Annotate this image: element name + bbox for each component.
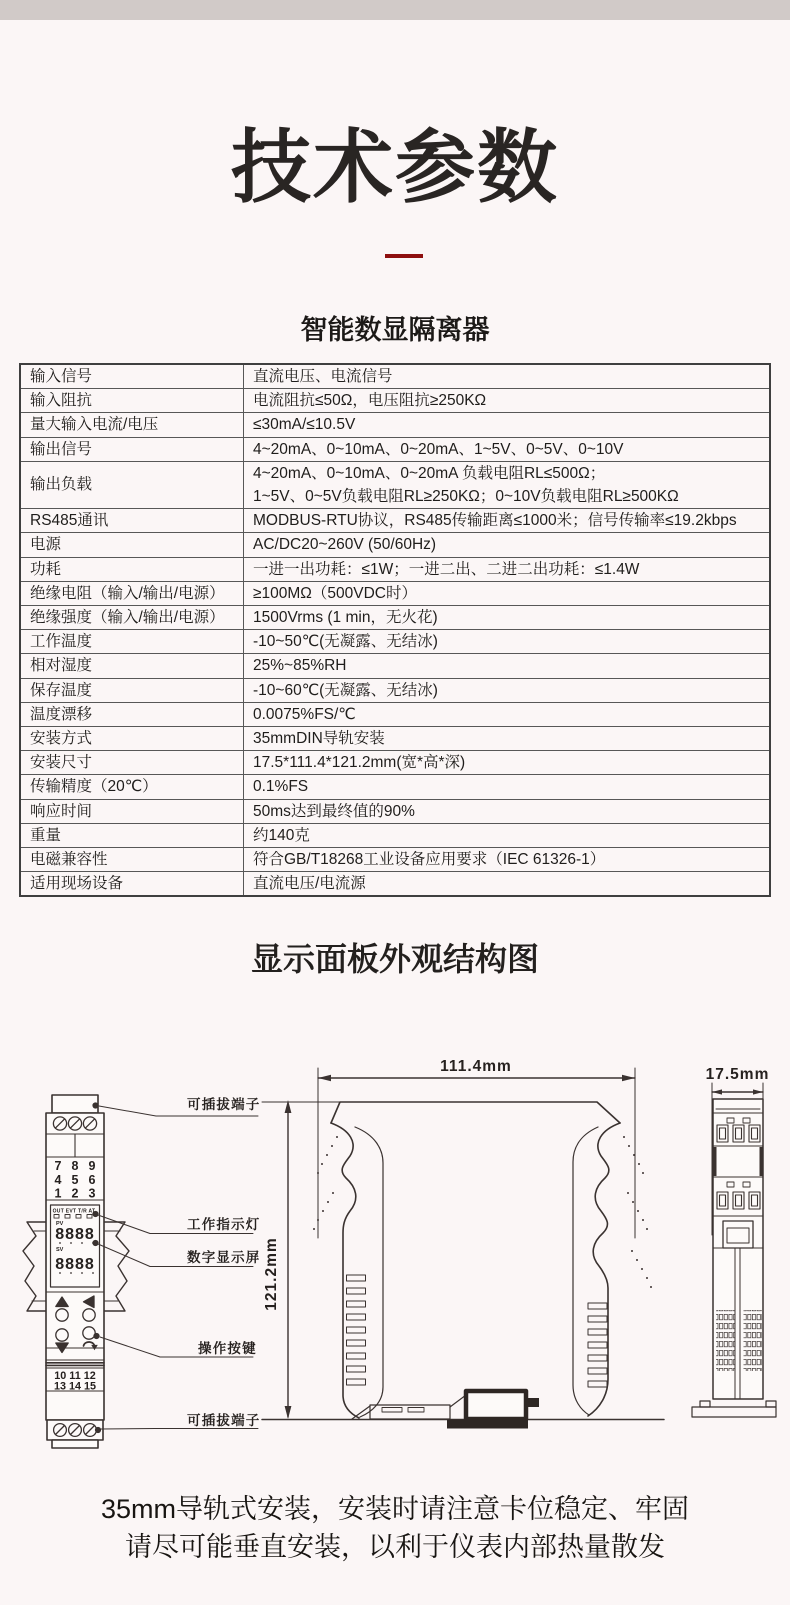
- pv-display-digits: 8888: [55, 1226, 95, 1243]
- spec-value: 电流阻抗≤50Ω，电压阻抗≥250KΩ: [244, 389, 771, 413]
- spec-value: 直流电压、电流信号: [244, 364, 771, 389]
- spec-label: 工作温度: [20, 630, 244, 654]
- spec-label: 电源: [20, 533, 244, 557]
- spec-value: 0.1%FS: [244, 775, 771, 799]
- spec-table: [19, 363, 771, 897]
- spec-label: 量大输入电流/电压: [20, 413, 244, 437]
- product-subtitle: 智能数显隔离器: [300, 315, 490, 345]
- spec-value: 1500Vrms (1 min，无火花): [244, 606, 771, 630]
- spec-label: RS485通讯: [20, 509, 244, 533]
- terminal-number: 8: [71, 1159, 79, 1173]
- table-row: [20, 678, 770, 702]
- table-row: [20, 364, 770, 389]
- side-vents-left: [347, 1275, 366, 1385]
- spec-value: 35mmDIN导轨安装: [244, 727, 771, 751]
- callout-buttons: 操作按键: [198, 1341, 257, 1356]
- side-vents-right: [588, 1303, 607, 1387]
- accent-dash: [385, 254, 423, 258]
- spec-value: 4~20mA、0~10mA、0~20mA、1~5V、0~5V、0~10V: [244, 437, 771, 461]
- top-bar: [0, 0, 790, 20]
- top-view-feet: [692, 1401, 776, 1417]
- callout-display: 数字显示屏: [187, 1250, 261, 1265]
- table-row: [20, 823, 770, 847]
- spec-value: [244, 461, 771, 508]
- terminal-number: 4: [54, 1173, 62, 1187]
- spec-label: 温度漂移: [20, 702, 244, 726]
- table-row: [20, 848, 770, 872]
- spec-label: 功耗: [20, 557, 244, 581]
- table-row: [20, 581, 770, 605]
- table-row: [20, 727, 770, 751]
- install-note-line2: 请尽可能垂直安装，以利于仪表内部热量散发: [125, 1532, 665, 1562]
- table-row: [20, 630, 770, 654]
- terminal-number: 6: [88, 1173, 96, 1187]
- table-row: [20, 389, 770, 413]
- spec-value: 直流电压/电流源: [244, 872, 771, 897]
- callout-bottom-terminal: 可插拔端子: [187, 1413, 261, 1428]
- status-indicator-labels: OUT EVT T/R AT: [52, 1208, 96, 1215]
- spec-label: 绝缘强度（输入/输出/电源）: [20, 606, 244, 630]
- terminal-number: 2: [71, 1186, 79, 1201]
- sv-label: SV: [56, 1247, 64, 1253]
- spec-value-line1: 4~20mA、0~10mA、0~20mA 负载电阻RL≤500Ω；: [253, 464, 606, 482]
- spec-value: 一进一出功耗：≤1W；一进二出、二进二出功耗：≤1.4W: [244, 557, 771, 581]
- table-row: [20, 509, 770, 533]
- dimension-width: 111.4mm: [440, 1058, 512, 1075]
- din-clip: [352, 1391, 539, 1429]
- front-bottom-cap: [52, 1440, 98, 1448]
- spec-label: 传输精度（20℃）: [20, 775, 244, 799]
- table-row: [20, 413, 770, 437]
- spec-value: -10~50℃(无凝露、无结冰): [244, 630, 771, 654]
- side-view: [313, 1102, 652, 1429]
- spec-label: 输入阻抗: [20, 389, 244, 413]
- spec-label: 输出信号: [20, 437, 244, 461]
- table-row: [20, 702, 770, 726]
- spec-value: MODBUS-RTU协议，RS485传输距离≤1000米；信号传输率≤19.2kbps: [244, 509, 771, 533]
- install-note-line1: 35mm导轨式安装，安装时请注意卡位稳定、牢固: [100, 1494, 689, 1524]
- terminal-number: 3: [88, 1186, 96, 1201]
- terminal-number: 5: [71, 1173, 79, 1187]
- top-view: [692, 1099, 776, 1417]
- table-row: [20, 654, 770, 678]
- spec-value: -10~60℃(无凝露、无结冰): [244, 678, 771, 702]
- table-row: [20, 751, 770, 775]
- table-row: [20, 606, 770, 630]
- spec-value: 50ms达到最终值的90%: [244, 799, 771, 823]
- spec-label: 安装尺寸: [20, 751, 244, 775]
- spec-label: 绝缘电阻（输入/输出/电源）: [20, 581, 244, 605]
- spec-label: 保存温度: [20, 678, 244, 702]
- spec-label: 输出负载: [20, 461, 244, 508]
- table-row: [20, 799, 770, 823]
- spec-label: 响应时间: [20, 799, 244, 823]
- sv-display-digits: 8888: [55, 1256, 95, 1273]
- table-row: [20, 437, 770, 461]
- table-row: [20, 872, 770, 897]
- spec-label: 电磁兼容性: [20, 848, 244, 872]
- callout-top-terminal: 可插拔端子: [187, 1097, 261, 1112]
- section-title-structure: 显示面板外观结构图: [250, 941, 539, 977]
- structure-diagram: [0, 1035, 790, 1455]
- table-row: [20, 533, 770, 557]
- dimension-depth: 121.2mm: [263, 1237, 280, 1311]
- callout-leaders: [98, 1102, 340, 1429]
- bottom-terminal-numbers: 10 11 12: [54, 1370, 96, 1382]
- dimension-thickness: 17.5mm: [705, 1066, 770, 1083]
- page-title: 技术参数: [231, 123, 559, 212]
- terminal-number: 9: [88, 1159, 96, 1173]
- terminal-number: 7: [54, 1159, 62, 1173]
- bottom-terminal-numbers: 13 14 15: [53, 1380, 97, 1393]
- front-top-cap: [52, 1095, 98, 1113]
- spec-value: 0.0075%FS/℃: [244, 702, 771, 726]
- top-view-vent-grid-left: [716, 1310, 735, 1371]
- spec-value: 约140克: [244, 823, 771, 847]
- spec-value: ≥100MΩ（500VDC时）: [244, 581, 771, 605]
- terminal-number: 1: [54, 1186, 62, 1201]
- spec-value: 符合GB/T18268工业设备应用要求（IEC 61326-1）: [244, 848, 771, 872]
- spec-value: 25%~85%RH: [244, 654, 771, 678]
- spec-label: 输入信号: [20, 364, 244, 389]
- spec-label: 安装方式: [20, 727, 244, 751]
- spec-value-line2: 1~5V、0~5V负载电阻RL≥250KΩ；0~10V负载电阻RL≥500KΩ: [253, 488, 679, 505]
- spec-label: 适用现场设备: [20, 872, 244, 897]
- spec-label: 相对湿度: [20, 654, 244, 678]
- spec-value: AC/DC20~260V (50/60Hz): [244, 533, 771, 557]
- table-row: [20, 557, 770, 581]
- table-row: [20, 775, 770, 799]
- pv-label: PV: [56, 1221, 64, 1227]
- callout-indicator: 工作指示灯: [187, 1217, 261, 1232]
- spec-value: 17.5*111.4*121.2mm(宽*高*深): [244, 751, 771, 775]
- spec-value: ≤30mA/≤10.5V: [244, 413, 771, 437]
- spec-label: 重量: [20, 823, 244, 847]
- table-row: [20, 461, 770, 508]
- top-view-vent-grid-right: [744, 1310, 763, 1371]
